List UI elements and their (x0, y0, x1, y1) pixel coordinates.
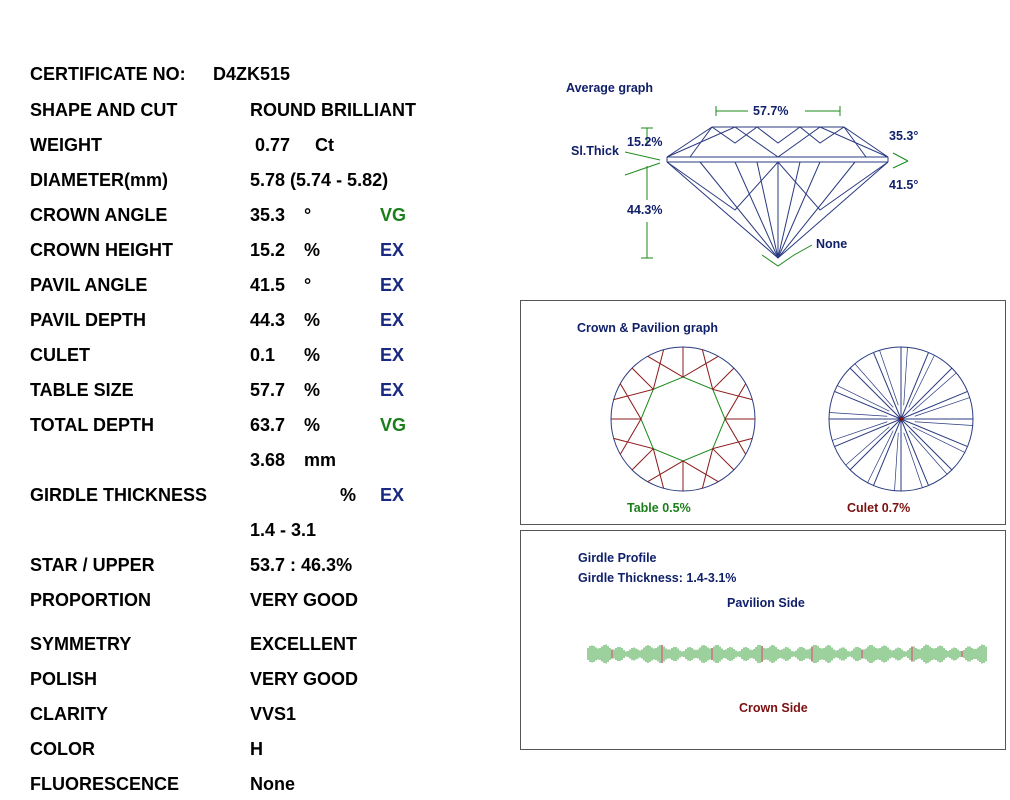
spec-value: 0.1 (250, 345, 276, 365)
crown-angle-label: 35.3° (889, 129, 919, 143)
girdle-thickness-mark: Sl.Thick (571, 144, 619, 158)
spec-label: CROWN HEIGHT (30, 240, 173, 260)
spec-value: 35.3 (250, 205, 286, 225)
crown-height-label: 15.2% (627, 135, 663, 149)
spec-value: 63.7 (250, 415, 286, 435)
spec-label: WEIGHT (30, 135, 102, 155)
spec-value: 15.2 (250, 240, 286, 260)
average-graph-title: Average graph (566, 81, 654, 95)
spec-value: 1.4 - 3.1 (250, 520, 317, 540)
spec-label: COLOR (30, 739, 95, 759)
spec-unit: ° (304, 275, 312, 295)
spec-label: CLARITY (30, 704, 108, 724)
spec-value: 3.68 (250, 450, 286, 470)
spec-grade: EX (380, 240, 405, 260)
spec-label: CULET (30, 345, 90, 365)
spec-value: VERY GOOD (250, 590, 359, 610)
spec-label: PAVIL ANGLE (30, 275, 148, 295)
spec-unit: % (304, 240, 321, 260)
girdle-profile (520, 530, 1006, 750)
spec-label: DIAMETER(mm) (30, 170, 168, 190)
spec-value: 5.78 (5.74 - 5.82) (250, 170, 389, 190)
spec-value: ROUND BRILLIANT (250, 100, 416, 120)
culet-label: None (816, 237, 848, 251)
spec-label: FLUORESCENCE (30, 774, 180, 794)
spec-unit: mm (304, 450, 337, 470)
spec-value: 41.5 (250, 275, 286, 295)
spec-unit: Ct (315, 135, 334, 155)
pavilion-bottom-view (821, 339, 981, 499)
spec-label: STAR / UPPER (30, 555, 155, 575)
spec-value: EXCELLENT (250, 634, 358, 654)
spec-grade: EX (380, 310, 405, 330)
pavilion-side-label: Pavilion Side (727, 596, 805, 610)
spec-label: GIRDLE THICKNESS (30, 485, 208, 505)
spec-value: 53.7 : 46.3% (250, 555, 353, 575)
spec-value: H (250, 739, 263, 759)
certificate-label: CERTIFICATE NO: (30, 64, 186, 84)
crown-pavilion-title: Crown & Pavilion graph (577, 321, 718, 335)
spec-value: 57.7 (250, 380, 286, 400)
crown-pavilion-graph (520, 300, 1006, 525)
spec-grade: VG (380, 415, 407, 435)
spec-label: SYMMETRY (30, 634, 132, 654)
girdle-profile-bars (587, 642, 987, 666)
crown-top-view (603, 339, 763, 499)
crown-side-label: Crown Side (739, 701, 808, 715)
pavilion-depth-label: 44.3% (627, 203, 663, 217)
spec-label: TOTAL DEPTH (30, 415, 155, 435)
spec-label: CROWN ANGLE (30, 205, 168, 225)
spec-grade: EX (380, 485, 405, 505)
spec-value: 0.77 (250, 135, 291, 155)
spec-grade: EX (380, 275, 405, 295)
spec-label: TABLE SIZE (30, 380, 134, 400)
culet-pct-caption: Culet 0.7% (847, 501, 911, 515)
spec-grade: EX (380, 345, 405, 365)
spec-label: SHAPE AND CUT (30, 100, 178, 120)
spec-unit: % (304, 345, 321, 365)
spec-grade: VG (380, 205, 407, 225)
certificate-number: D4ZK515 (213, 64, 291, 84)
spec-value: None (250, 774, 295, 794)
spec-unit: % (304, 415, 321, 435)
table-pct-label: 57.7% (753, 104, 789, 118)
spec-unit: % (340, 485, 357, 505)
girdle-thickness-caption: Girdle Thickness: 1.4-3.1% (578, 571, 737, 585)
pavilion-angle-label: 41.5° (889, 178, 919, 192)
spec-grade: EX (380, 380, 405, 400)
spec-value: 44.3 (250, 310, 286, 330)
spec-label: POLISH (30, 669, 98, 689)
spec-unit: ° (304, 205, 312, 225)
spec-value: VERY GOOD (250, 669, 359, 689)
table-pct-caption: Table 0.5% (627, 501, 691, 515)
spec-unit: % (304, 380, 321, 400)
spec-value: VVS1 (250, 704, 297, 724)
spec-label: PAVIL DEPTH (30, 310, 147, 330)
spec-label: PROPORTION (30, 590, 152, 610)
spec-unit: % (304, 310, 321, 330)
girdle-profile-title: Girdle Profile (578, 551, 657, 565)
